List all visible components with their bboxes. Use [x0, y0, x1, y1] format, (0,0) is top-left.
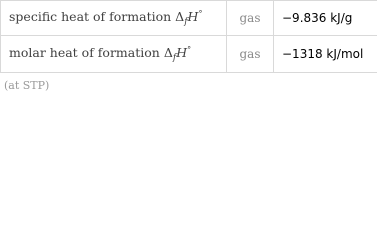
property-label: specific heat of formation [9, 8, 172, 24]
property-cell [1, 36, 227, 73]
phase-cell: gas [227, 36, 274, 73]
table-row [1, 36, 377, 73]
symbol-letter: H [187, 8, 199, 24]
table-row [1, 1, 377, 36]
symbol-subscript: f [172, 52, 177, 63]
phase-cell: gas [227, 1, 274, 36]
property-label: molar heat of formation [9, 44, 160, 60]
symbol-superscript: ° [187, 44, 192, 54]
symbol-superscript: ° [198, 8, 203, 18]
value-cell: −1318 kJ/mol [274, 36, 377, 73]
properties-table [0, 0, 377, 73]
symbol-subscript: f [184, 16, 188, 27]
formation-enthalpy-symbol [163, 44, 192, 63]
footnote: (at STP) [4, 79, 50, 92]
symbol-delta: Δ [163, 44, 173, 60]
symbol-letter: H [176, 44, 188, 60]
symbol-delta: Δ [175, 8, 185, 24]
property-cell [1, 1, 227, 36]
formation-enthalpy-symbol [175, 8, 203, 27]
value-cell: −9.836 kJ/g [274, 1, 377, 36]
